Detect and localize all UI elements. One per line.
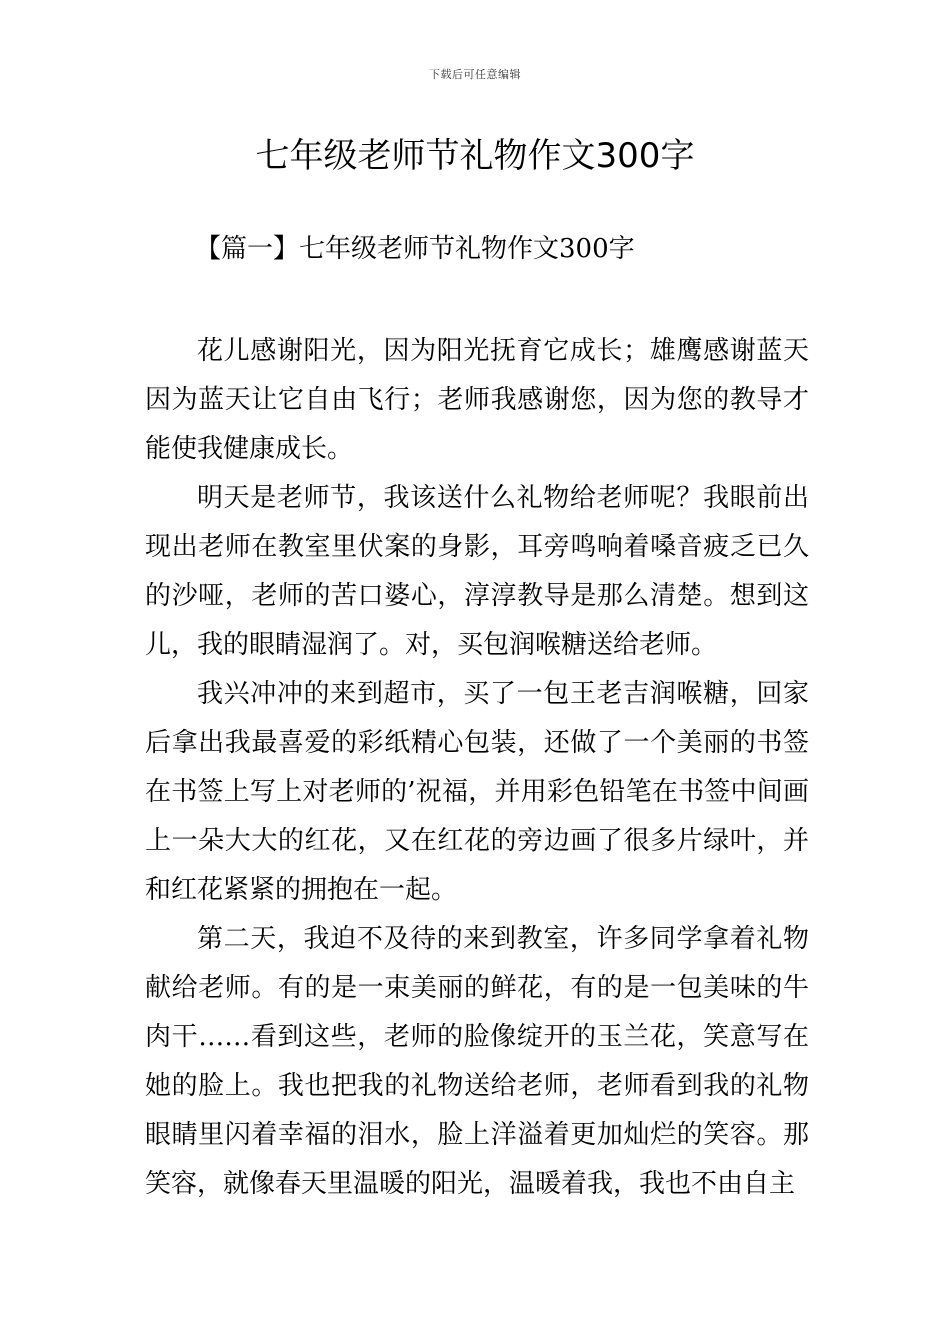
document-title: 七年级老师节礼物作文300字 (255, 136, 695, 176)
body-text (145, 327, 809, 1209)
section-heading: 【篇一】七年级老师节礼物作文300字 (195, 234, 635, 264)
paragraph: 花儿感谢阳光，因为阳光抚育它成长；雄鹰感谢蓝天因为蓝天让它自由飞行；老师我感谢您，因为您的教导才能使我健康成长。 (145, 336, 809, 464)
header-note: 下载后可任意编辑 (429, 68, 521, 81)
paragraph: 第二天，我迫不及待的来到教室，许多同学拿着礼物献给老师。有的是一束美丽的鲜花，有的是一包美味的牛肉干……看到这些，老师的脸像绽开的玉兰花，笑意写在她的脸上。我也把我的礼物送给老师，老师看到我的礼物眼睛里闪着幸福的泪水，脸上洋溢着更加灿烂的笑容。那笑容，就像春天里温暖的阳光，温暖着我，我也不由自主 (145, 924, 809, 1199)
paragraph: 明天是老师节，我该送什么礼物给老师呢？我眼前出现出老师在教室里伏案的身影，耳旁鸣响着嗓音疲乏已久的沙哑，老师的苦口婆心，淳淳教导是那么清楚。想到这儿，我的眼睛湿润了。对，买包润喉糖送给老师。 (145, 483, 809, 660)
paragraph: 我兴冲冲的来到超市，买了一包王老吉润喉糖，回家后拿出我最喜爱的彩纸精心包装，还做了一个美丽的书签在书签上写上对老师的’祝福，并用彩色铅笔在书签中间画上一朵大大的红花，又在红花的旁边画了很多片绿叶，并和红花紧紧的拥抱在一起。 (145, 679, 809, 905)
